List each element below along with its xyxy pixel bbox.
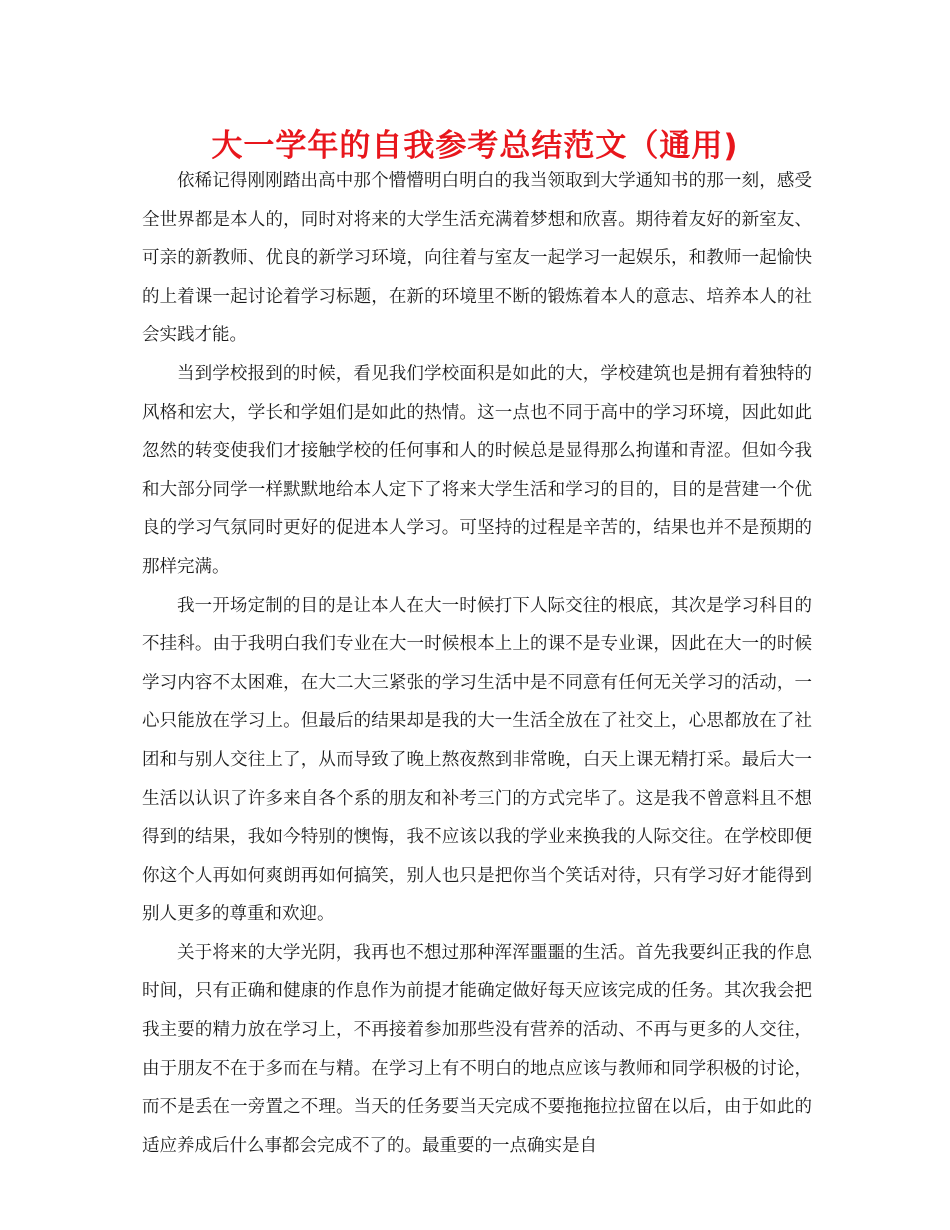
document-title: 大一学年的自我参考总结范文（通用) (211, 128, 739, 164)
paragraph-3: 我一开场定制的目的是让本人在大一时候打下人际交往的根底，其次是学习科目的不挂科。由于我明白我们专业在大一时候根本上上的课不是专业课，因此在大一的时候学习内容不太困难，在大二大三紧张的学习生活中是不同意有任何无关学习的活动，一心只能放在学习上。但最后的结果却是我的大一生活全放在了社交上，心思都放在了社团和与别人交往上了，从而导致了晚上熬夜熬到非常晚，白天上课无精打采。最后大一生活以认识了许多来自各个系的朋友和补考三门的方式完毕了。这是我不曾意料且不想得到的结果，我如今特别的懊悔，我不应该以我的学业来换我的人际交往。在学校即便你这个人再如何爽朗再如何搞笑，别人也只是把你当个笑话对待，只有学习好才能得到别人更多的尊重和欢迎。 (142, 595, 812, 925)
document-body (142, 162, 812, 1165)
paragraph-2: 当到学校报到的时候，看见我们学校面积是如此的大，学校建筑也是拥有着独特的风格和宏大，学长和学姐们是如此的热情。这一点也不同于高中的学习环境，因此如此忽然的转变使我们才接触学校的任何事和人的时候总是显得那么拘谨和青涩。但如今我和大部分同学一样默默地给本人定下了将来大学生活和学习的目的，目的是营建一个优良的学习气氛同时更好的促进本人学习。可坚持的过程是辛苦的，结果也并不是预期的那样完满。 (142, 363, 812, 577)
paragraph-4: 关于将来的大学光阴，我再也不想过那种浑浑噩噩的生活。首先我要纠正我的作息时间，只有正确和健康的作息作为前提才能确定做好每天应该完成的任务。其次我会把我主要的精力放在学习上，不再接着参加那些没有营养的活动、不再与更多的人交往，由于朋友不在于多而在与精。在学习上有不明白的地点应该与教师和同学积极的讨论，而不是丢在一旁置之不理。当天的任务要当天完成不要拖拖拉拉留在以后，由于如此的适应养成后什么事都会完成不了的。最重要的一点确实是自 (142, 942, 812, 1156)
paragraph-1: 依稀记得刚刚踏出高中那个懵懵明白明白的我当领取到大学通知书的那一刻，感受全世界都是本人的，同时对将来的大学生活充满着梦想和欣喜。期待着友好的新室友、可亲的新教师、优良的新学习环境，向往着与室友一起学习一起娱乐，和教师一起愉快的上着课一起讨论着学习标题，在新的环境里不断的锻炼着本人的意志、培养本人的社会实践才能。 (142, 171, 812, 346)
